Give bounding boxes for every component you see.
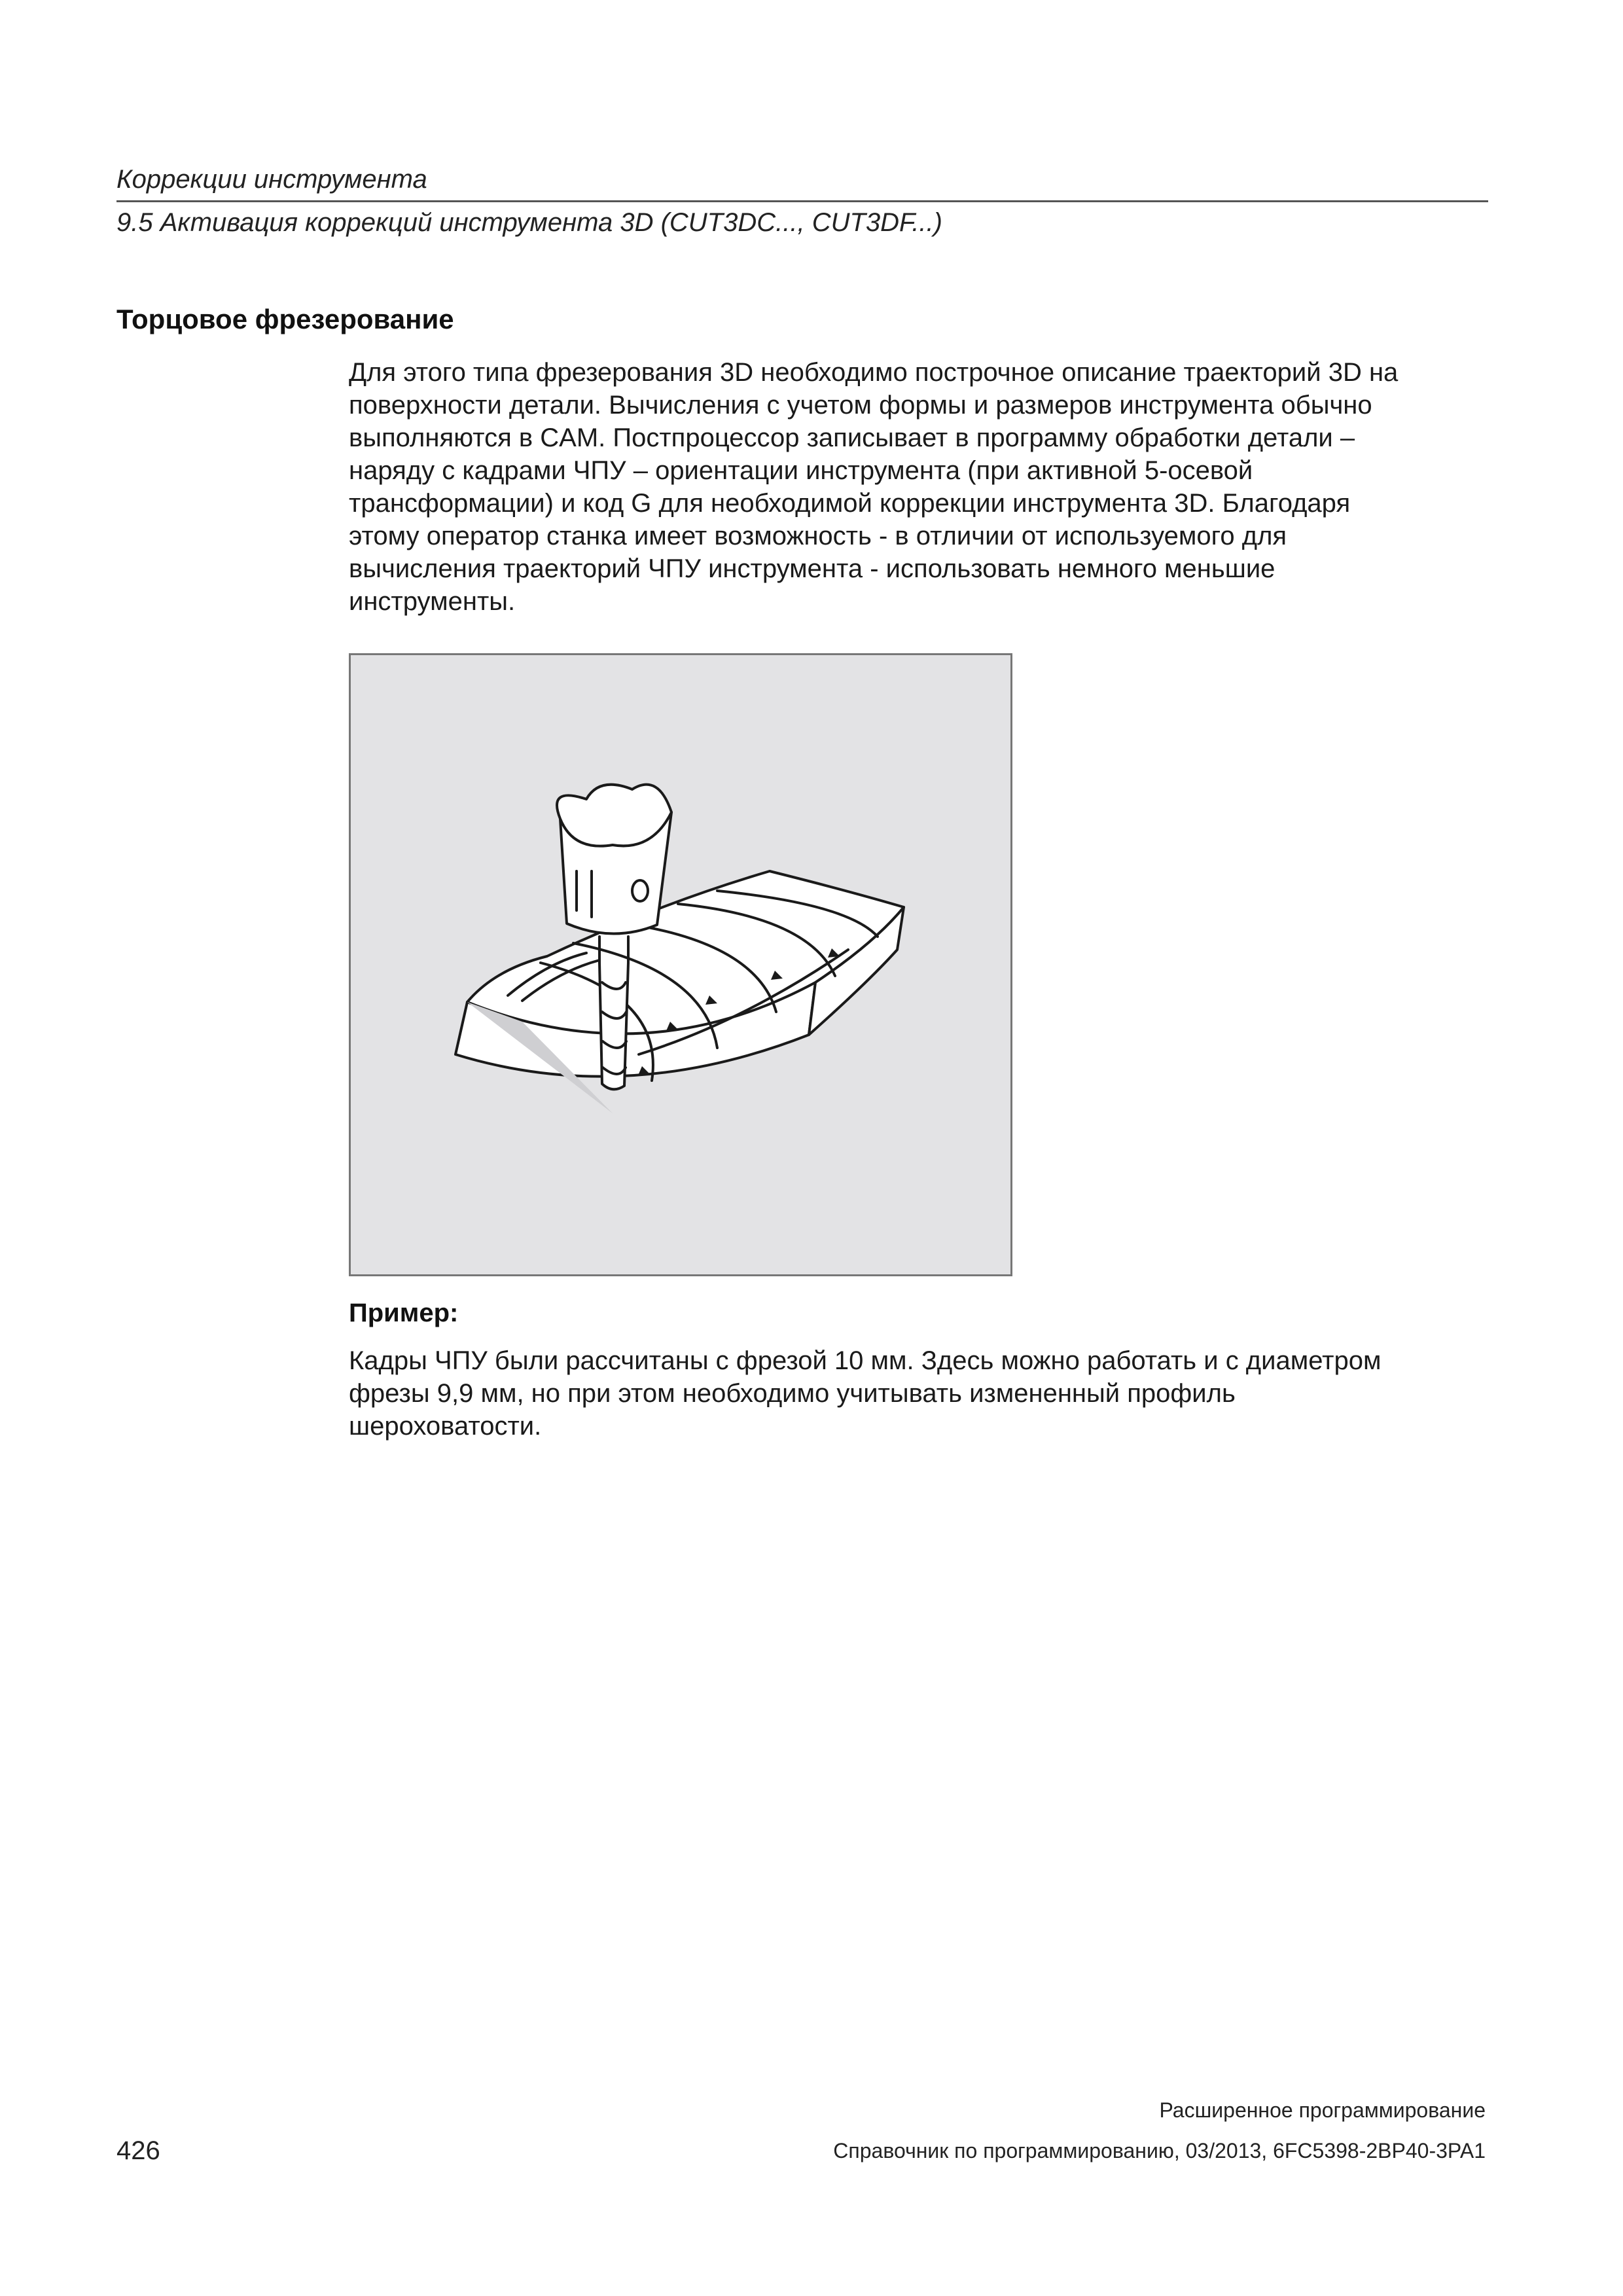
intro-line: вычисления траекторий ЧПУ инструмента - использовать немного меньшие xyxy=(349,554,1275,583)
intro-paragraph xyxy=(349,356,1474,618)
face-milling-drawing xyxy=(351,655,1010,1274)
running-header-section: 9.5 Активация коррекций инструмента 3D (CUT3DC..., CUT3DF...) xyxy=(116,208,942,237)
tool-holder-hole xyxy=(632,880,648,901)
footer-reference: Справочник по программированию, 03/2013, 6FC5398-2BP40-3PA1 xyxy=(833,2139,1486,2162)
intro-line: выполняются в CAM. Постпроцессор записывает в программу обработки детали – xyxy=(349,423,1355,452)
example-line: шероховатости. xyxy=(349,1412,542,1441)
footer-doc-title: Расширенное программирование xyxy=(1159,2098,1486,2122)
intro-line: этому оператор станка имеет возможность - в отличии от используемого для xyxy=(349,522,1287,550)
example-paragraph xyxy=(349,1344,1474,1443)
example-label: Пример: xyxy=(349,1299,459,1327)
example-line: фрезы 9,9 мм, но при этом необходимо учитывать измененный профиль xyxy=(349,1379,1236,1408)
header-divider xyxy=(116,200,1488,202)
running-header-chapter: Коррекции инструмента xyxy=(116,165,427,194)
intro-line: поверхности детали. Вычисления с учетом формы и размеров инструмента обычно xyxy=(349,391,1372,420)
intro-line: инструменты. xyxy=(349,587,516,616)
intro-line: Для этого типа фрезерования 3D необходимо построчное описание траекторий 3D на xyxy=(349,358,1399,387)
section-title: Торцовое фрезерование xyxy=(116,304,454,334)
page-number: 426 xyxy=(116,2136,160,2165)
intro-line: трансформации) и код G для необходимой коррекции инструмента 3D. Благодаря xyxy=(349,489,1351,518)
example-line: Кадры ЧПУ были рассчитаны с фрезой 10 мм. Здесь можно работать и с диаметром xyxy=(349,1346,1382,1375)
intro-line: наряду с кадрами ЧПУ – ориентации инструмента (при активной 5-осевой xyxy=(349,456,1253,485)
face-milling-illustration xyxy=(349,653,1012,1276)
